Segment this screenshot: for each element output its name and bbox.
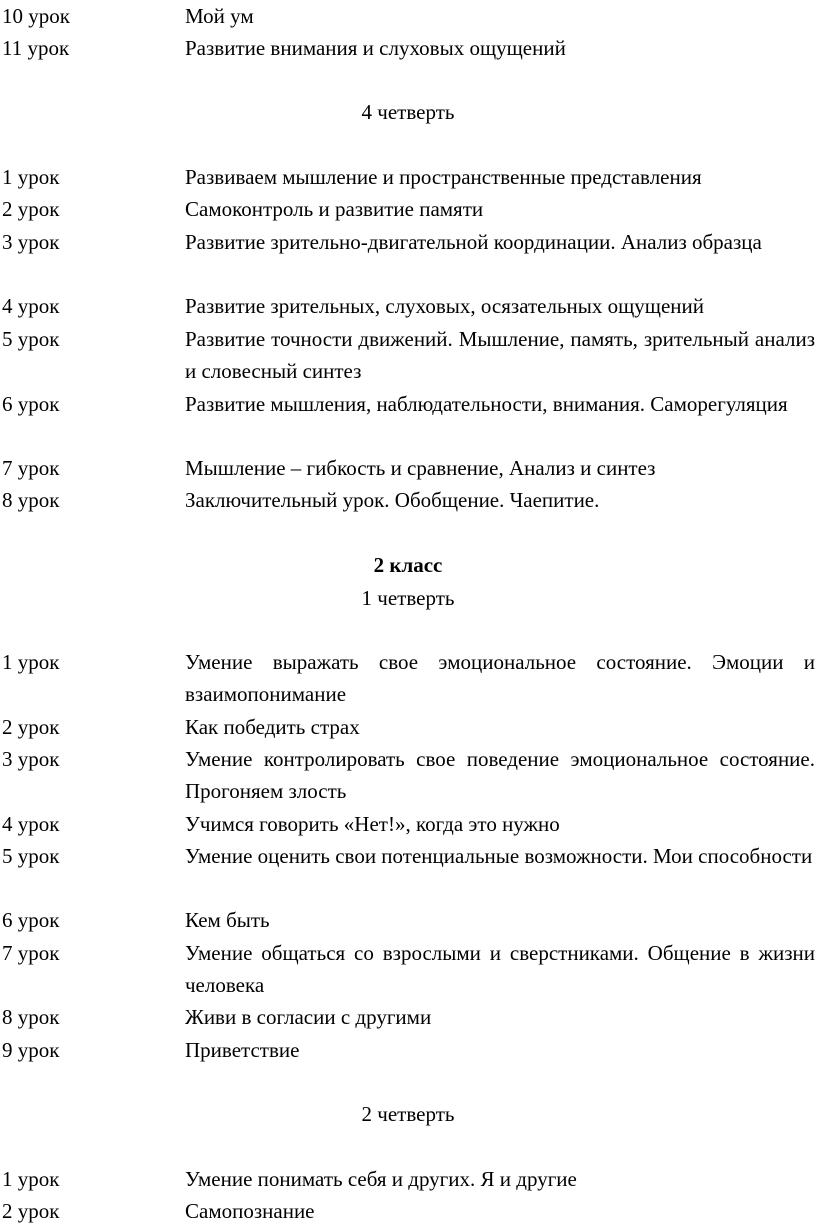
lesson-title: Развитие точности движений. Мышление, память, зрительный анализ и словесный синтез <box>185 327 815 383</box>
lesson-number: 4 урок <box>2 294 60 318</box>
lesson-number: 2 урок <box>2 1199 60 1223</box>
lesson-title: Учимся говорить «Нет!», когда это нужно <box>185 812 560 836</box>
lesson-title: Самоконтроль и развитие памяти <box>185 197 484 221</box>
lesson-number: 11 урок <box>2 36 70 60</box>
lesson-title: Живи в согласии с другими <box>185 1005 432 1029</box>
lesson-number: 5 урок <box>2 327 60 351</box>
lesson-title: Кем быть <box>185 908 270 932</box>
lesson-number: 3 урок <box>2 747 60 771</box>
lesson-title: Развитие внимания и слуховых ощущений <box>185 36 566 60</box>
class-title: 2 класс <box>373 553 443 577</box>
lesson-number: 3 урок <box>2 230 60 254</box>
lesson-number: 8 урок <box>2 488 60 512</box>
lesson-title: Умение понимать себя и других. Я и другие <box>185 1167 577 1191</box>
lesson-title: Мышление – гибкость и сравнение, Анализ и синтез <box>185 456 656 480</box>
lesson-number: 1 урок <box>2 650 60 674</box>
lesson-title: Приветствие <box>185 1038 300 1062</box>
lesson-title: Развитие мышления, наблюдательности, внимания. Саморегуляция <box>185 392 788 416</box>
lesson-title: Развитие зрительных, слуховых, осязательных ощущений <box>185 294 705 318</box>
quarter-heading: 4 четверть <box>361 100 455 124</box>
lesson-number: 2 урок <box>2 197 60 221</box>
lesson-number: 10 урок <box>2 4 70 28</box>
lesson-number: 1 урок <box>2 165 60 189</box>
lesson-title: Мой ум <box>185 4 254 28</box>
lesson-number: 1 урок <box>2 1167 60 1191</box>
lesson-title: Умение выражать свое эмоциональное состояние. Эмоции и взаимопонимание <box>185 650 815 706</box>
lesson-title: Заключительный урок. Обобщение. Чаепитие. <box>185 488 600 512</box>
lesson-number: 2 урок <box>2 715 60 739</box>
lesson-title: Самопознание <box>185 1199 315 1223</box>
lesson-title: Умение контролировать свое поведение эмоциональное состояние. Прогоняем злость <box>185 747 815 803</box>
quarter-heading: 2 четверть <box>361 1102 455 1126</box>
lesson-number: 9 урок <box>2 1038 60 1062</box>
lesson-number: 8 урок <box>2 1005 60 1029</box>
lesson-title: Как победить страх <box>185 715 360 739</box>
lesson-title: Умение общаться со взрослыми и сверстниками. Общение в жизни человека <box>185 941 815 997</box>
lesson-number: 7 урок <box>2 941 60 965</box>
lesson-number: 6 урок <box>2 908 60 932</box>
quarter-heading: 1 четверть <box>361 586 455 610</box>
lesson-title: Развитие зрительно-двигательной координации. Анализ образца <box>185 230 762 254</box>
lesson-number: 6 урок <box>2 392 60 416</box>
lesson-number: 4 урок <box>2 812 60 836</box>
lesson-title: Умение оценить свои потенциальные возможности. Мои способности <box>185 844 813 868</box>
lesson-title: Развиваем мышление и пространственные представления <box>185 165 702 189</box>
lesson-number: 5 урок <box>2 844 60 868</box>
lesson-number: 7 урок <box>2 456 60 480</box>
